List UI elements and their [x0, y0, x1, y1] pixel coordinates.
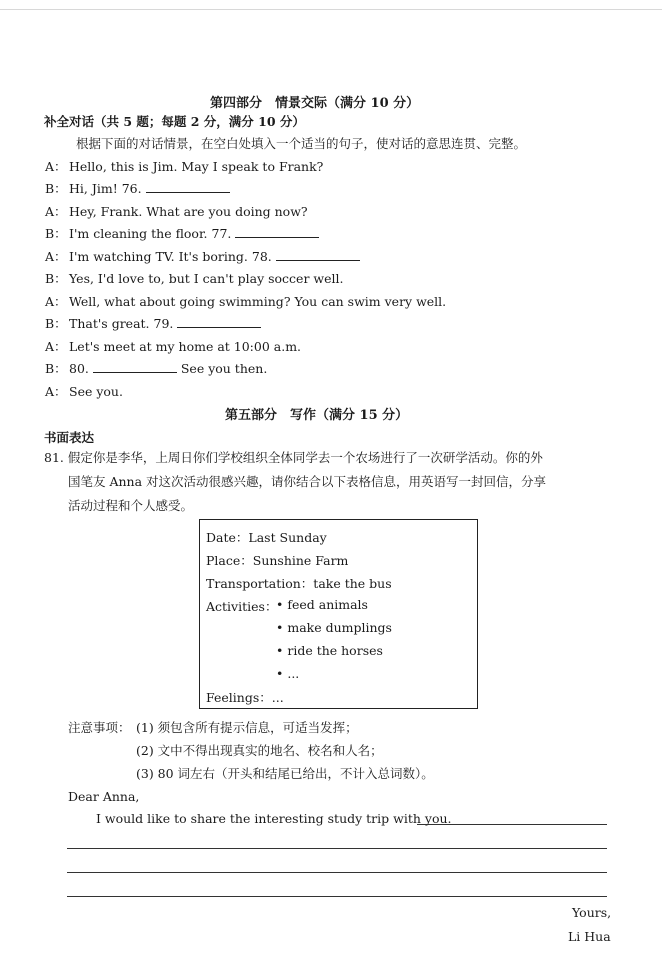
dialogue-line-9 [45, 337, 301, 355]
speaker-label: A： [45, 339, 67, 354]
letter-signature: Li Hua [568, 929, 611, 944]
answer-blank-77[interactable] [235, 225, 319, 238]
dialogue-text: I'm cleaning the floor. 77. [69, 226, 232, 241]
dialogue-text: See you. [69, 384, 123, 399]
note-item: (3) 80 词左右（开头和结尾已给出，不计入总词数）。 [136, 766, 434, 781]
part5-subtitle: 书面表达 [44, 430, 95, 445]
dialogue-text: Hi, Jim! 76. [69, 181, 142, 196]
note-item: (1) 须包含所有提示信息，可适当发挥； [136, 720, 358, 735]
dialogue-line-4 [45, 224, 319, 242]
speaker-label: B： [45, 271, 67, 286]
notes-label: 注意事项： [68, 720, 131, 735]
info-table [199, 519, 478, 709]
letter-opening: I would like to share the interesting study trip with you. [96, 811, 452, 826]
part4-instruction: 根据下面的对话情景，在空白处填入一个适当的句子，使对话的意思连贯、完整。 [76, 136, 527, 151]
dialogue-text-after: See you then. [180, 361, 268, 376]
part4-title: 第四部分 情景交际（满分 10 分） [210, 96, 420, 111]
dialogue-line-2 [45, 179, 230, 197]
speaker-label: A： [45, 204, 67, 219]
writing-line[interactable] [67, 896, 607, 897]
table-activity-item: • make dumplings [276, 620, 392, 635]
table-activity-item: • ride the horses [276, 643, 383, 658]
answer-blank-79[interactable] [177, 315, 261, 328]
speaker-label: B： [45, 316, 67, 331]
answer-blank-78[interactable] [276, 248, 360, 261]
part4-subtitle: 补全对话（共 5 题；每题 2 分，满分 10 分） [44, 114, 305, 129]
dialogue-line-1 [45, 157, 323, 175]
speaker-label: A： [45, 294, 67, 309]
table-activity-item: • feed animals [276, 597, 368, 612]
dialogue-line-10 [45, 359, 267, 377]
dialogue-text: Let's meet at my home at 10:00 a.m. [69, 339, 302, 354]
speaker-label: B： [45, 361, 67, 376]
speaker-label: A： [45, 249, 67, 264]
dialogue-line-7 [45, 292, 446, 310]
speaker-label: A： [45, 384, 67, 399]
dialogue-line-5 [45, 247, 360, 265]
writing-prompt-line: 活动过程和个人感受。 [68, 498, 194, 513]
writing-prompt [44, 446, 624, 518]
dialogue-line-6 [45, 269, 343, 287]
speaker-label: B： [45, 181, 67, 196]
table-transportation: Transportation：take the bus [206, 576, 392, 591]
dialogue-line-11 [45, 382, 123, 400]
letter-greeting: Dear Anna, [68, 789, 140, 804]
answer-blank-80[interactable] [93, 360, 177, 373]
writing-line[interactable] [67, 848, 607, 849]
answer-blank-76[interactable] [146, 180, 230, 193]
dialogue-text: Hey, Frank. What are you doing now? [69, 204, 308, 219]
speaker-label: B： [45, 226, 67, 241]
speaker-label: A： [45, 159, 67, 174]
dialogue-text: Well, what about going swimming? You can swim very well. [69, 294, 447, 309]
dialogue-line-3 [45, 202, 308, 220]
dialogue-text: Hello, this is Jim. May I speak to Frank? [69, 159, 324, 174]
dialogue-text: I'm watching TV. It's boring. 78. [69, 249, 272, 264]
part5-title: 第五部分 写作（满分 15 分） [225, 408, 409, 423]
table-place: Place：Sunshine Farm [206, 553, 349, 568]
table-activities-label: Activities： [206, 599, 278, 614]
writing-line[interactable] [67, 872, 607, 873]
letter-closing: Yours, [572, 905, 612, 920]
page-top-border [0, 9, 662, 10]
table-feelings: Feelings：... [206, 690, 284, 705]
dialogue-text: That's great. 79. [69, 316, 174, 331]
note-item: (2) 文中不得出现真实的地名、校名和人名； [136, 743, 383, 758]
dialogue-text: Yes, I'd love to, but I can't play soccer well. [69, 271, 344, 286]
table-activity-item: • ... [276, 666, 300, 681]
writing-prompt-line: 国笔友 Anna 对这次活动很感兴趣，请你结合以下表格信息，用英语写一封回信，分享 [68, 474, 547, 489]
writing-line[interactable] [417, 812, 607, 825]
dialogue-text: 80. [69, 361, 89, 376]
table-date: Date：Last Sunday [206, 530, 327, 545]
dialogue-line-8 [45, 314, 261, 332]
writing-prompt-line: 81. 假定你是李华，上周日你们学校组织全体同学去一个农场进行了一次研学活动。你的外 [44, 450, 543, 465]
